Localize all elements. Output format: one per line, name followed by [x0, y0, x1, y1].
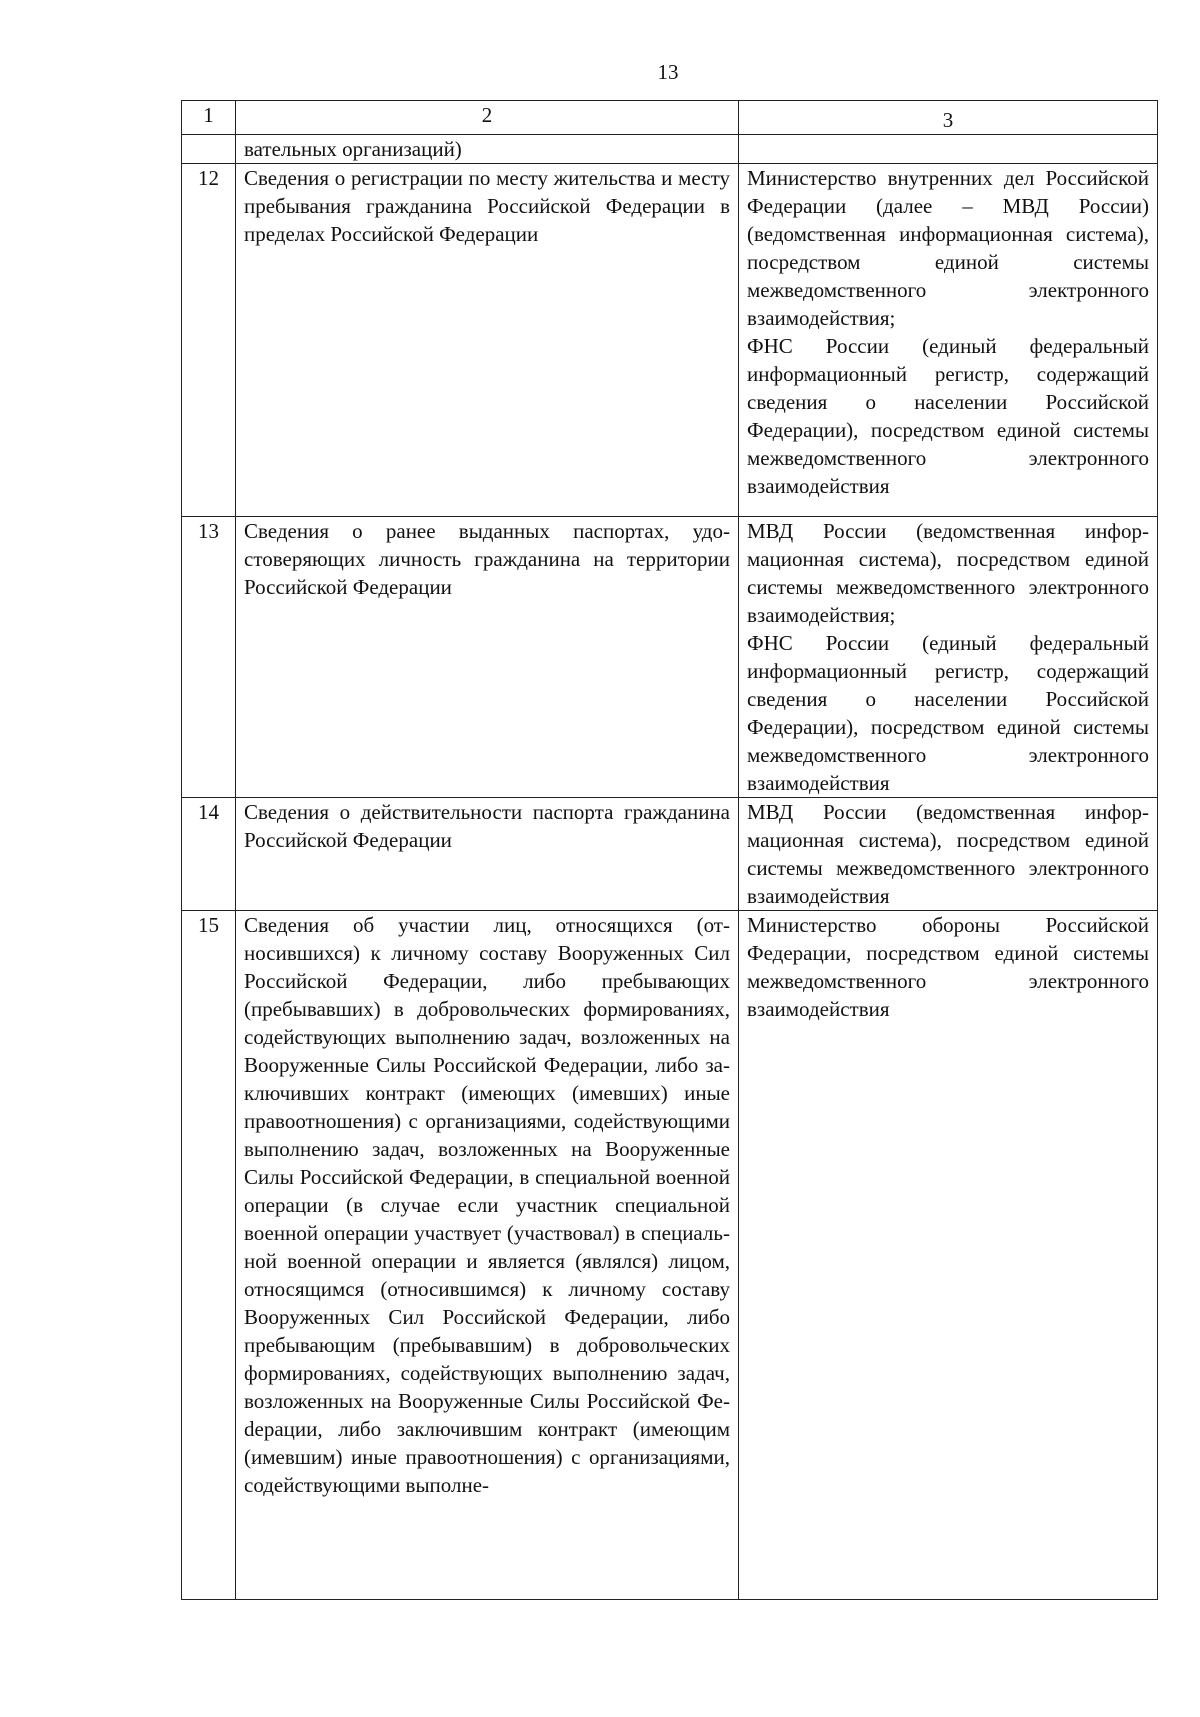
row-info-text: Сведения о ранее выданных паспортах, удостоверяющих личность гражданина на территории Российской Федерации [236, 517, 739, 798]
row-info-text: Сведения об участии лиц, относящихся (относившихся) к личному составу Вооруженных Сил Российской Федерации, либо пребывающих (пребывавших) в добровольческих формированиях, содействующих выполнению задач, возложенных на Вооруженные Силы Российской Федерации, либо заключивших контракт (имеющих (имевших) иные правоотношения) с организациями, содействующими выполнению задач, возложенных на Вооруженные Силы Российской Федерации, в специальной военной операции (в случае если участник специальной военной операции участвует (участвовал) в специальной военной операции и является (являлся) лицом, относящимся (относившимся) к личному составу Вооруженных Сил Российской Федерации, либо пребывающим (пребывавшим) в добровольческих формированиях, содействующих выполнению задач, возложенных на Вооруженные Силы Российской Феdерации, либо заключившим контракт (имеющим (имевшим) иные правоотношения) с организациями, содействующими выполне- [236, 911, 739, 1600]
row-info-text: вательных организаций) [236, 135, 739, 164]
row-source-text: Министерство обороны Российской Федерации, посредством единой системы межведомственного электронного взаимодействия [739, 911, 1158, 1600]
table-row [182, 164, 1158, 517]
column-header-1: 1 [182, 101, 236, 135]
row-number: 12 [182, 164, 236, 517]
table-row [182, 798, 1158, 911]
page-number: 13 [657, 60, 679, 84]
row-number: 15 [182, 911, 236, 1600]
row-number [182, 135, 236, 164]
row-info-text: Сведения о действительности паспорта гражданина Российской Федерации [236, 798, 739, 911]
row-source-text: МВД России (ведомственная информационная система), посредством единой системы межведомственного электронного взаимодействия; ФНС России (единый федеральный информационный регистр, содержащий сведения о населении Российской Федерации), посредством единой системы межведомственного электронного взаимодействия [739, 517, 1158, 798]
row-number: 14 [182, 798, 236, 911]
row-source-text: МВД России (ведомственная информационная система), посредством единой системы межведомственного электронного взаимодействия [739, 798, 1158, 911]
table-row [182, 911, 1158, 1600]
column-header-2: 2 [236, 101, 739, 135]
table-row [182, 517, 1158, 798]
row-source-text [739, 135, 1158, 164]
row-source-text: Министерство внутренних дел Российской Федерации (далее – МВД России) (ведомственная информационная система), посредством единой системы межведомственного электронного взаимодействия; ФНС России (единый федеральный информационный регистр, содержащий сведения о населении Российской Федерации), посредством единой системы межведомственного электронного взаимодействия [739, 164, 1158, 517]
row-number: 13 [182, 517, 236, 798]
document-table [181, 100, 1158, 1600]
row-info-text: Сведения о регистрации по месту жительства и месту пребывания гражданина Российской Федерации в пределах Российской Федерации [236, 164, 739, 517]
table-header-row [182, 101, 1158, 135]
table-row-continuation [182, 135, 1158, 164]
column-header-3: 3 [739, 101, 1158, 135]
